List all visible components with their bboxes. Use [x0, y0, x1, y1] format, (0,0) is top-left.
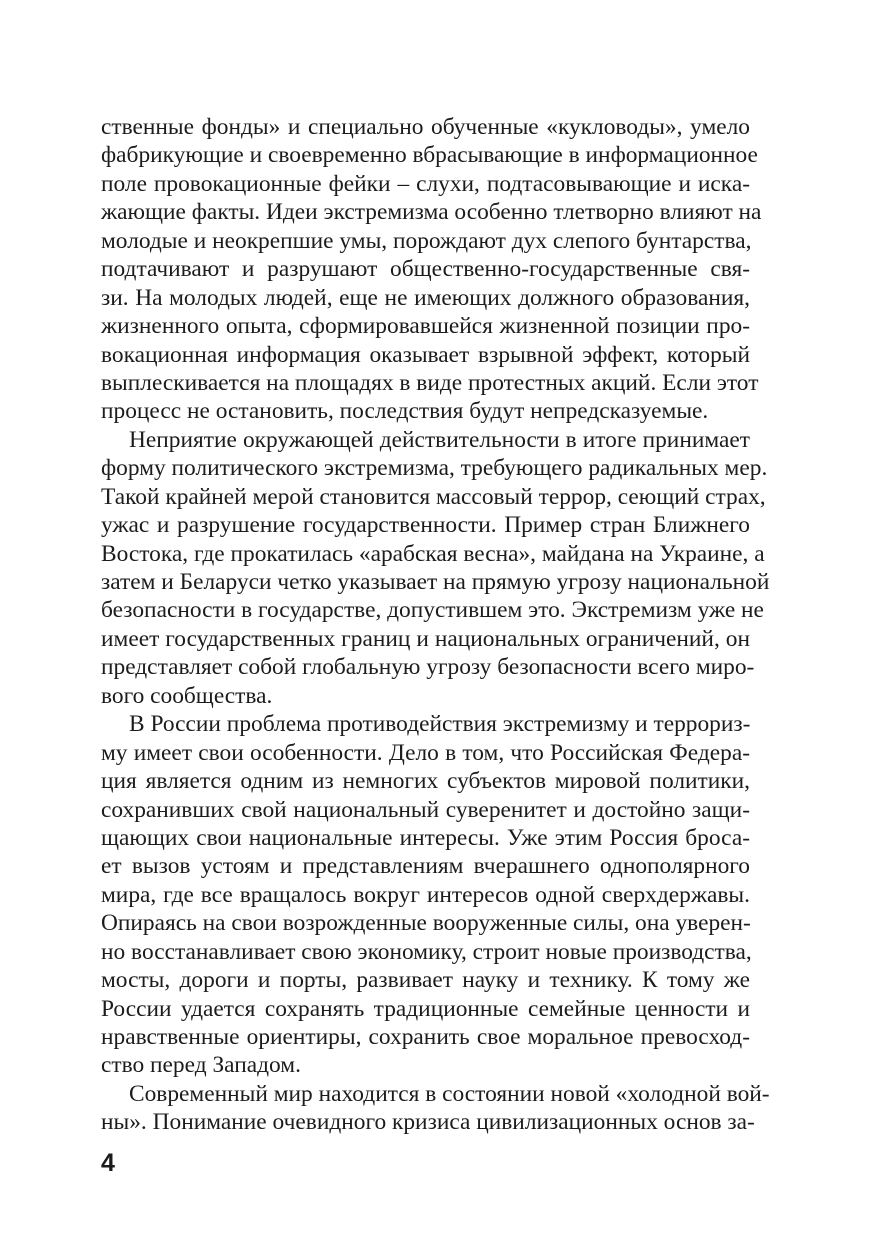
text-line: затем и Беларуси четко указывает на прямую угрозу национальной [101, 569, 770, 595]
text-line: вокационная информация оказывает взрывной эффект, который [101, 341, 750, 368]
text-line: безопасности в государстве, допустившем это. Экстремизм уже не [101, 597, 764, 624]
text-line: му имеет свои особенности. Дело в том, что Российская Федера- [101, 739, 750, 766]
text-line: но восстанавливает свою экономику, строит новые производства, [101, 938, 752, 965]
text-line: Опираясь на свои возрожденные вооруженные силы, она уверен- [101, 910, 751, 937]
paragraph-4 [101, 1080, 770, 1137]
text-line: ственные фонды» и специально обученные «кукловоды», умело [101, 114, 750, 140]
text-line: В России проблема противодействия экстремизму и террориз- [129, 711, 751, 738]
text-line: России удается сохранять традиционные семейные ценности и [101, 995, 750, 1022]
text-line: мира, где все вращалось вокруг интересов одной сверхдержавы. [101, 881, 750, 908]
paragraph-2 [101, 426, 770, 710]
text-line: ет вызов устоям и представлениям вчерашнего однополярного [101, 853, 750, 880]
text-line: мосты, дороги и порты, развивает науку и технику. К тому же [101, 967, 750, 994]
text-line: форму политического экстремизма, требующего радикальных мер. [101, 455, 768, 482]
text-line: жизненного опыта, сформировавшейся жизненной позиции про- [101, 313, 750, 340]
text-line: сохранивших свой национальный суверенитет и достойно защи- [101, 796, 750, 823]
text-line: подтачивают и разрушают общественно-государственные свя- [101, 256, 750, 283]
text-line: ны». Понимание очевидного кризиса цивилизационных основ за- [101, 1109, 755, 1136]
text-line: представляет собой глобальную угрозу безопасности всего миро- [101, 654, 755, 681]
text-line: фабрикующие и своевременно вбрасывающие в информационное [101, 142, 758, 169]
page-number: 4 [101, 1149, 115, 1177]
text-line: Востока, где прокатилась «арабская весна», майдана на Украине, а [101, 540, 765, 567]
text-line: вого сообщества. [101, 682, 273, 709]
body-text [101, 113, 770, 1137]
text-line: Такой крайней мерой становится массовый террор, сеющий страх, [101, 483, 766, 510]
text-line: ство перед Западом. [101, 1052, 301, 1079]
text-line: поле провокационные фейки – слухи, подтасовывающие и иска- [101, 170, 750, 197]
text-line: ужас и разрушение государственности. Пример стран Ближнего [101, 512, 750, 539]
paragraph-1 [101, 113, 762, 426]
text-line: молодые и неокрепшие умы, порождают дух слепого бунтарства, [101, 227, 752, 254]
text-line: Неприятие окружающей действительности в итоге принимает [129, 426, 750, 453]
text-line: выплескивается на площадях в виде протестных акций. Если этот [101, 369, 759, 396]
text-line: ция является одним из немногих субъектов мировой политики, [101, 768, 750, 795]
text-line: зи. На молодых людей, еще не имеющих должного образования, [101, 284, 750, 311]
text-line: щающих свои национальные интересы. Уже этим Россия броса- [101, 824, 750, 851]
text-line: жающие факты. Идеи экстремизма особенно тлетворно влияют на [101, 199, 762, 226]
text-line: Современный мир находится в состоянии новой «холодной вой- [129, 1080, 770, 1107]
text-line: процесс не остановить, последствия будут непредсказуемые. [101, 398, 709, 425]
text-line: имеет государственных границ и национальных ограничений, он [101, 625, 750, 652]
text-line: нравственные ориентиры, сохранить свое моральное превосход- [101, 1024, 750, 1050]
paragraph-3 [101, 710, 750, 1080]
